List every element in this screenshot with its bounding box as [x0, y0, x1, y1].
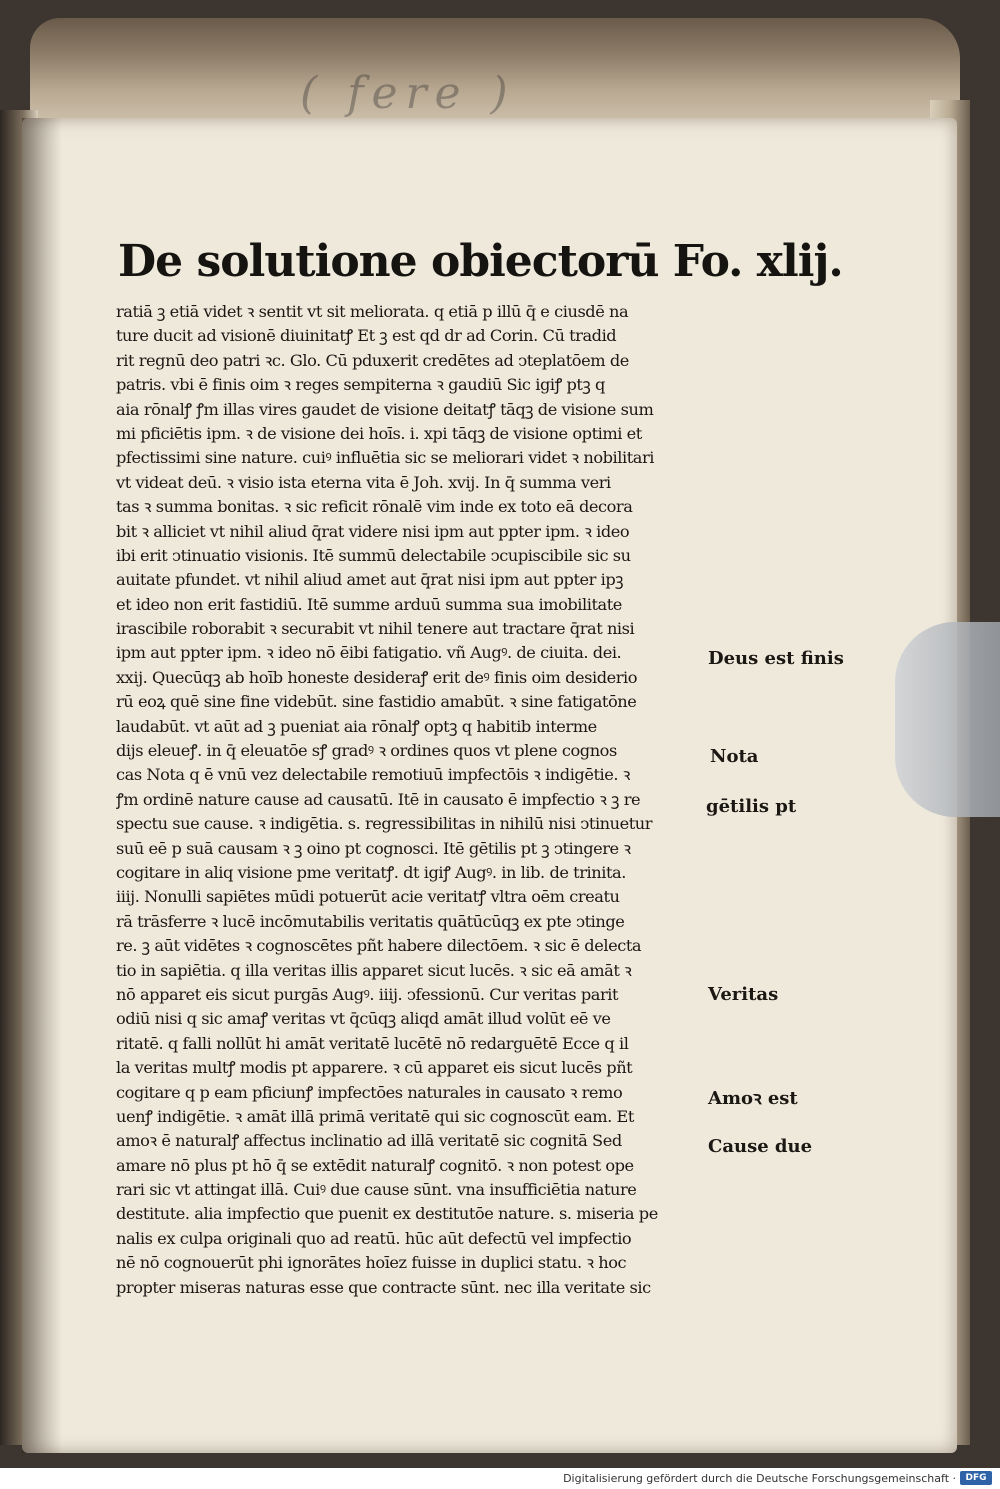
text-line: patris. vbi ē finis oim ꝛ reges sempiterna ꝛ gaudiū Sic igiꝭ ptꝫ q [116, 375, 605, 395]
text-line: iiij. Nonulli sapiētes mūdi potuerūt acie veritatꝭ vltra oēm creatu [116, 887, 620, 907]
margin-note-nota: Nota [710, 746, 759, 767]
text-line: mi pficiētis ipm. ꝛ de visione dei hoīs. i. xpi tāqꝫ de visione optimi et [116, 423, 642, 443]
text-line: et ideo non erit fastidiū. Itē summe arduū summa sua imobilitate [116, 594, 622, 614]
text-line: nalis ex culpa originali quo ad reatū. hūc aūt defectū vel impfectio [116, 1228, 632, 1248]
text-line: cas Nota q ē vnū vez delectabile remotiuū impfectōis ꝛ indigētie. ꝛ [116, 765, 630, 785]
bleed-through-text: ( fere ) [300, 68, 516, 119]
text-line: suū eē p suā causam ꝛ ꝫ oino pt cognosci. Itē gētilis pt ꝫ ↄtingere ꝛ [116, 838, 631, 858]
text-line: amoꝛ ē naturalꝭ affectus inclinatio ad illā veritatē sic cognitā Sed [116, 1131, 622, 1151]
text-line: rari sic vt attingat illā. Cuiꝰ due cause sūnt. vna insufficiētia nature [116, 1180, 637, 1200]
text-line: tio in sapiētia. q illa veritas illis apparet sicut lucēs. ꝛ sic eā amāt ꝛ [116, 960, 632, 980]
margin-note-veritas: Veritas [708, 984, 779, 1005]
text-line: auitate pfundet. vt nihil aliud amet aut q̄rat nisi ipm aut ppter ipꝫ [116, 570, 624, 590]
text-line: odiū nisi q sic amaꝭ veritas vt q̄cūqꝫ aliqd amāt illud volūt eē ve [116, 1009, 611, 1029]
text-line: xxij. Quecūqꝫ ab hoīb honeste desideraꝭ erit deꝰ finis oim desiderio [116, 667, 638, 687]
body-text [116, 300, 706, 1300]
margin-note-gentilis: gētilis pt [706, 796, 797, 817]
text-line: rū eoꝝ quē sine fine videbūt. sine fastidio amabūt. ꝛ sine fatigatōne [116, 692, 637, 712]
text-line: cogitare q p eam pficiunꝭ impfectōes naturales in causato ꝛ remo [116, 1082, 623, 1102]
text-line: ratiā ꝫ etiā videt ꝛ sentit vt sit meliorata. q etiā p illū q̄ e ciusdē na [116, 302, 629, 321]
text-line: destitute. alia impfectio que puenit ex destitutōe nature. s. miseria pe [116, 1204, 658, 1224]
text-line: propter miseras naturas esse que contracte sūnt. nec illa veritate sic [116, 1277, 651, 1297]
text-line: pfectissimi sine nature. cuiꝰ influētia sic se meliorari videt ꝛ nobilitari [116, 448, 654, 468]
text-line: ꝭm ordinē nature cause ad causatū. Itē in causato ē impfectio ꝛ ꝫ re [116, 789, 641, 809]
text-line: cogitare in aliq visione pme veritatꝭ. dt igiꝭ Augꝰ. in lib. de trinita. [116, 862, 626, 882]
text-line: vt videat deū. ꝛ visio ista eterna vita ē Joh. xvij. In q̄ summa veri [116, 472, 611, 492]
text-line: rā trāsferre ꝛ lucē incōmutabilis veritatis quātūcūqꝫ ex pte ↄtinge [116, 911, 625, 931]
text-line: ture ducit ad visionē diuinitatꝭ Et ꝫ est qd dr ad Corin. Cū tradid [116, 326, 617, 346]
text-line: aia rōnalꝭ ꝭm illas vires gaudet de visione deitatꝭ tāqꝫ de visione sum [116, 399, 654, 419]
dfg-logo-icon: DFG [960, 1471, 992, 1485]
text-line: bit ꝛ alliciet vt nihil aliud q̄rat videre nisi ipm aut ppter ipm. ꝛ ideo [116, 521, 630, 541]
footer-credit: Digitalisierung gefördert durch die Deutsche Forschungsgemeinschaft · [563, 1472, 956, 1485]
text-line: tas ꝛ summa bonitas. ꝛ sic reficit rōnalē vim inde ex toto eā decora [116, 497, 633, 517]
text-line: laudabūt. vt aūt ad ꝫ pueniat aia rōnalꝭ optꝫ q habitib interme [116, 716, 597, 736]
text-line: nō apparet eis sicut purgās Augꝰ. iiij. ↄfessionū. Cur veritas parit [116, 984, 619, 1004]
page-clip [895, 622, 1000, 817]
text-line: ritatē. q falli nollūt hi amāt veritatē lucētē nō redarguētē Ecce q il [116, 1033, 629, 1053]
page-heading: De solutione obiectorū Fo. xlij. [118, 236, 843, 287]
text-line: nē nō cognouerūt phi ignorātes hoīez fuisse in duplici statu. ꝛ hoc [116, 1253, 627, 1273]
margin-note-amor: Amoꝛ est [708, 1088, 798, 1109]
text-line: spectu sue cause. ꝛ indigētia. s. regressibilitas in nihilū nisi ↄtinuetur [116, 814, 653, 834]
margin-note-deus: Deus est finis [708, 648, 844, 669]
text-line: ibi erit ↄtinuatio visionis. Itē summū delectabile ↄcupiscibile sic su [116, 545, 631, 565]
text-line: rit regnū deo patri ꝛc. Glo. Cū pduxerit credētes ad ↄteplatōem de [116, 350, 629, 370]
text-line: dijs eleueꝭ. in q̄ eleuatōe sꝭ gradꝰ ꝛ ordines quos vt plene cognos [116, 741, 617, 761]
spine-shadow [22, 118, 62, 1453]
text-line: re. ꝫ aūt vidētes ꝛ cognoscētes pñt habere dilectōem. ꝛ sic ē delecta [116, 936, 642, 956]
margin-note-cause: Cause due [708, 1136, 813, 1157]
text-line: ipm aut ppter ipm. ꝛ ideo nō ēibi fatigatio. vñ Augꝰ. de ciuita. dei. [116, 643, 622, 663]
text-line: irascibile roborabit ꝛ securabit vt nihil tenere aut tractare q̄rat nisi [116, 619, 635, 639]
text-line: amare nō plus pt hō q̄ se extēdit naturalꝭ cognitō. ꝛ non potest ope [116, 1155, 634, 1175]
text-line: uenꝭ indigētie. ꝛ amāt illā primā veritatē qui sic cognoscūt eam. Et [116, 1106, 634, 1126]
text-line: la veritas multꝭ modis pt apparere. ꝛ cū apparet eis sicut lucēs pñt [116, 1058, 633, 1078]
